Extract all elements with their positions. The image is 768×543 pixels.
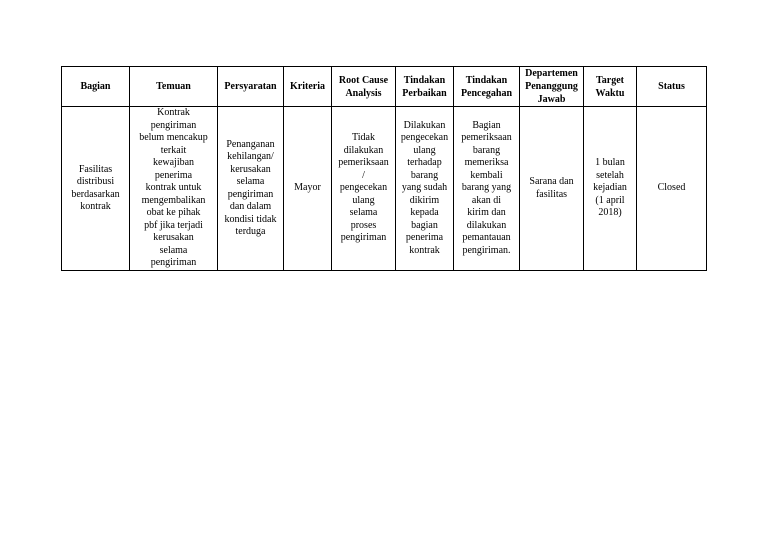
- table-row: [62, 107, 707, 271]
- header-bagian: Bagian: [62, 67, 130, 107]
- header-status: Status: [637, 67, 707, 107]
- cell-persyaratan: Penanganan kehilangan/ kerusakan selama pengiriman dan dalam kondisi tidak terduga: [218, 107, 284, 271]
- capa-table: [61, 66, 707, 271]
- cell-tindakan-pencegahan: Bagian pemeriksaan barang memeriksa kembali barang yang akan di kirim dan dilakukan pemantauan pengiriman.: [454, 107, 520, 271]
- cell-tindakan-perbaikan: Dilakukan pengecekan ulang terhadap barang yang sudah dikirim kepada bagian penerima kontrak: [396, 107, 454, 271]
- cell-root-cause: Tidak dilakukan pemeriksaan / pengecekan ulang selama proses pengiriman: [332, 107, 396, 271]
- cell-target-waktu: 1 bulan setelah kejadian (1 april 2018): [584, 107, 637, 271]
- header-kriteria: Kriteria: [284, 67, 332, 107]
- table-header-row: [62, 67, 707, 107]
- cell-bagian: Fasilitas distribusi berdasarkan kontrak: [62, 107, 130, 271]
- cell-kriteria: Mayor: [284, 107, 332, 271]
- header-temuan: Temuan: [130, 67, 218, 107]
- header-tindakan-perbaikan: Tindakan Perbaikan: [396, 67, 454, 107]
- cell-status: Closed: [637, 107, 707, 271]
- header-target-waktu: Target Waktu: [584, 67, 637, 107]
- header-tindakan-pencegahan: Tindakan Pencegahan: [454, 67, 520, 107]
- header-persyaratan: Persyaratan: [218, 67, 284, 107]
- cell-departemen: Sarana dan fasilitas: [520, 107, 584, 271]
- header-root-cause: Root Cause Analysis: [332, 67, 396, 107]
- cell-temuan: Kontrak pengiriman belum mencakup terkait kewajiban penerima kontrak untuk mengembalikan obat ke pihak pbf jika terjadi kerusakan selama pengiriman: [130, 107, 218, 271]
- header-departemen: Departemen Penanggung Jawab: [520, 67, 584, 107]
